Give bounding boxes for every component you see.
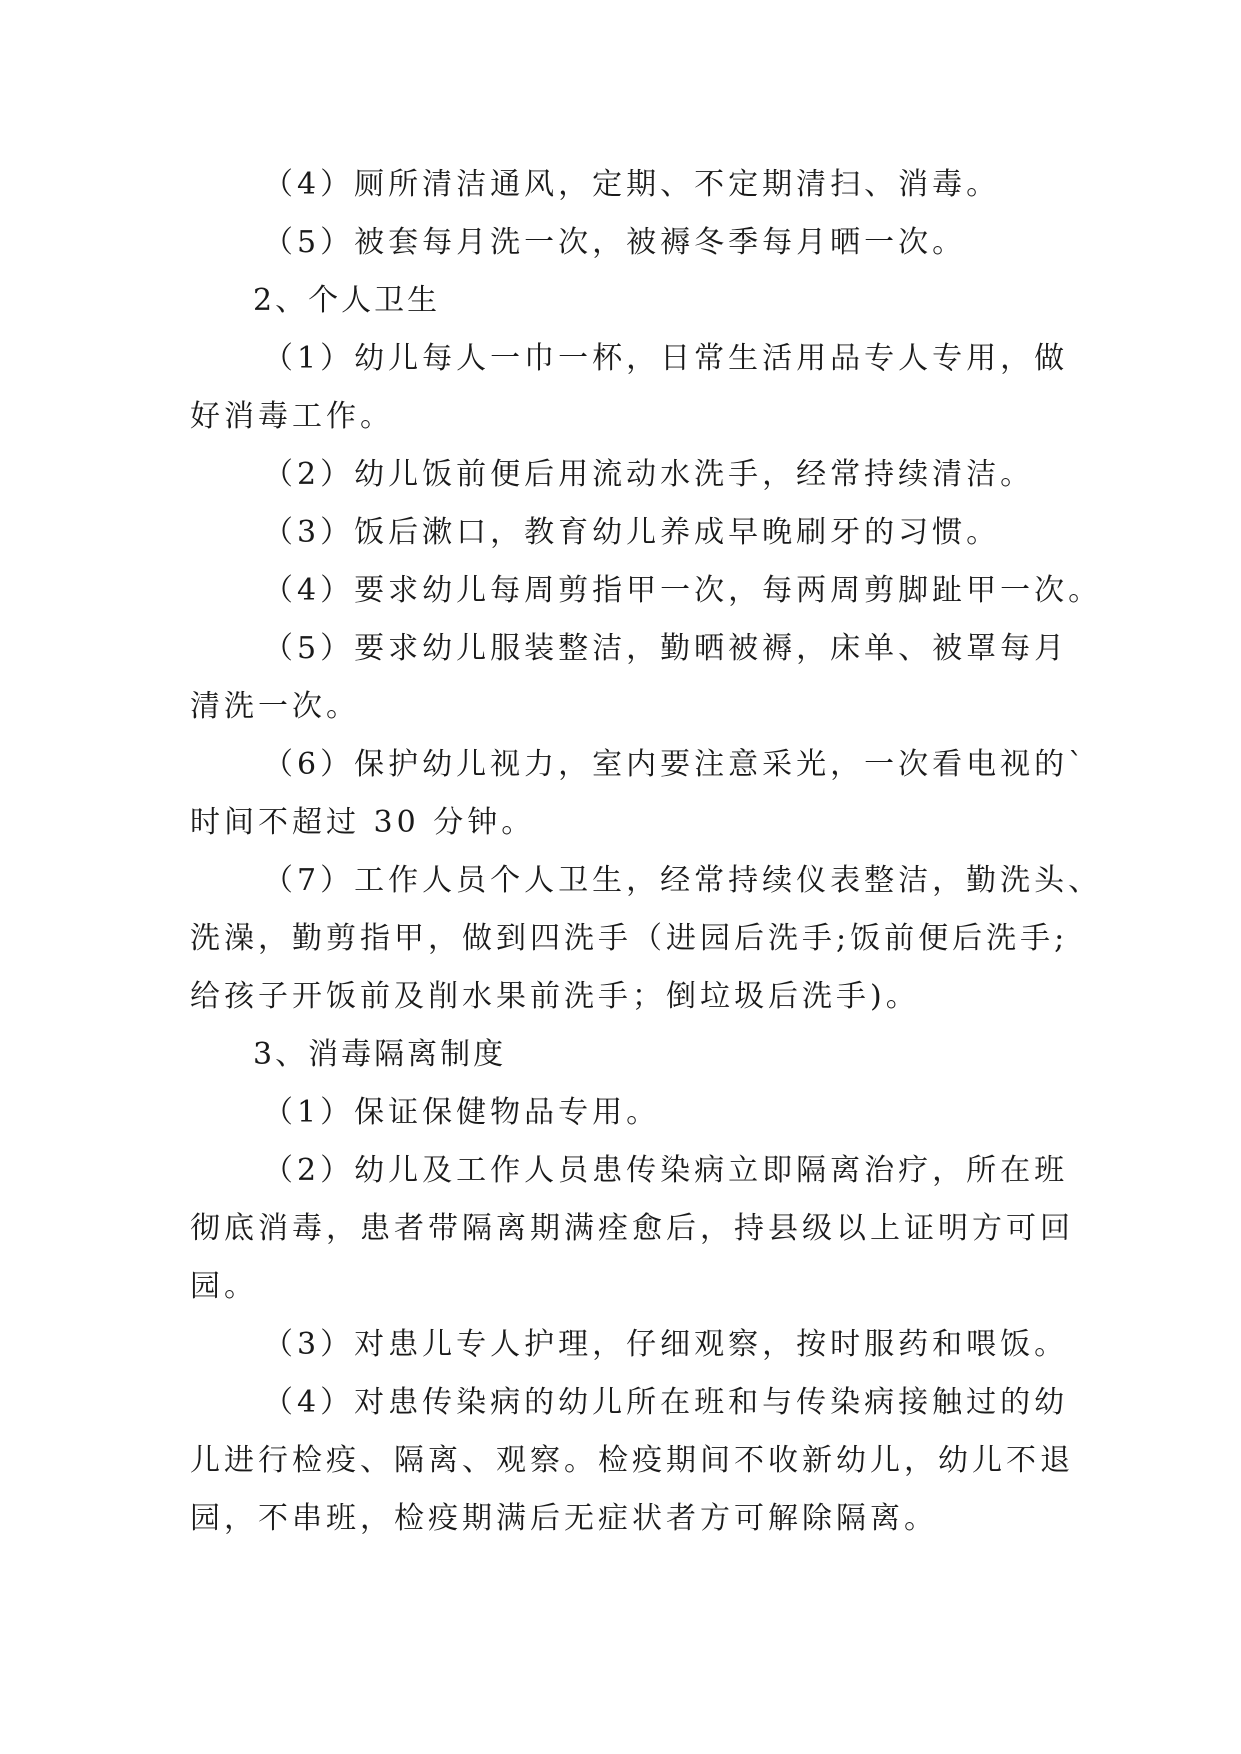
paragraph-line: （4）厕所清洁通风，定期、不定期清扫、消毒。 (263, 167, 1001, 202)
paragraph-line: 园，不串班，检疫期满后无症状者方可解除隔离。 (190, 1501, 938, 1536)
paragraph-line: 洗澡，勤剪指甲，做到四洗手（进园后洗手;饭前便后洗手; (190, 921, 1069, 956)
paragraph-line: （2）幼儿饭前便后用流动水洗手，经常持续清洁。 (263, 457, 1035, 492)
paragraph-line: （3）对患儿专人护理，仔细观察，按时服药和喂饭。 (263, 1327, 1069, 1362)
paragraph-line: （1）保证保健物品专用。 (263, 1095, 661, 1130)
paragraph-line: （6）保护幼儿视力，室内要注意采光，一次看电视的` (263, 747, 1088, 782)
paragraph-line: 清洗一次。 (190, 689, 360, 724)
section-heading: 2、个人卫生 (253, 283, 441, 318)
paragraph-line: （4）对患传染病的幼儿所在班和与传染病接触过的幼 (263, 1385, 1069, 1420)
paragraph-line: （3）饭后漱口，教育幼儿养成早晚刷牙的习惯。 (263, 515, 1001, 550)
paragraph-line: （4）要求幼儿每周剪指甲一次，每两周剪脚趾甲一次。 (263, 573, 1103, 608)
paragraph-line: （5）要求幼儿服装整洁，勤晒被褥，床单、被罩每月 (263, 631, 1069, 666)
section-heading: 3、消毒隔离制度 (253, 1037, 507, 1072)
paragraph-line: （2）幼儿及工作人员患传染病立即隔离治疗，所在班 (263, 1153, 1069, 1188)
paragraph-line: （7）工作人员个人卫生，经常持续仪表整洁，勤洗头、 (263, 863, 1103, 898)
paragraph-line: 时间不超过 30 分钟。 (190, 805, 536, 840)
paragraph-line: 给孩子开饭前及削水果前洗手；倒垃圾后洗手)。 (190, 979, 920, 1014)
paragraph-line: 园。 (190, 1269, 258, 1304)
paragraph-line: 好消毒工作。 (190, 399, 394, 434)
paragraph-line: （1）幼儿每人一巾一杯，日常生活用品专人专用，做 (263, 341, 1069, 376)
paragraph-line: （5）被套每月洗一次，被褥冬季每月晒一次。 (263, 225, 967, 260)
paragraph-line: 彻底消毒，患者带隔离期满痊愈后，持县级以上证明方可回 (190, 1211, 1074, 1246)
paragraph-line: 儿进行检疫、隔离、观察。检疫期间不收新幼儿，幼儿不退 (190, 1443, 1074, 1478)
